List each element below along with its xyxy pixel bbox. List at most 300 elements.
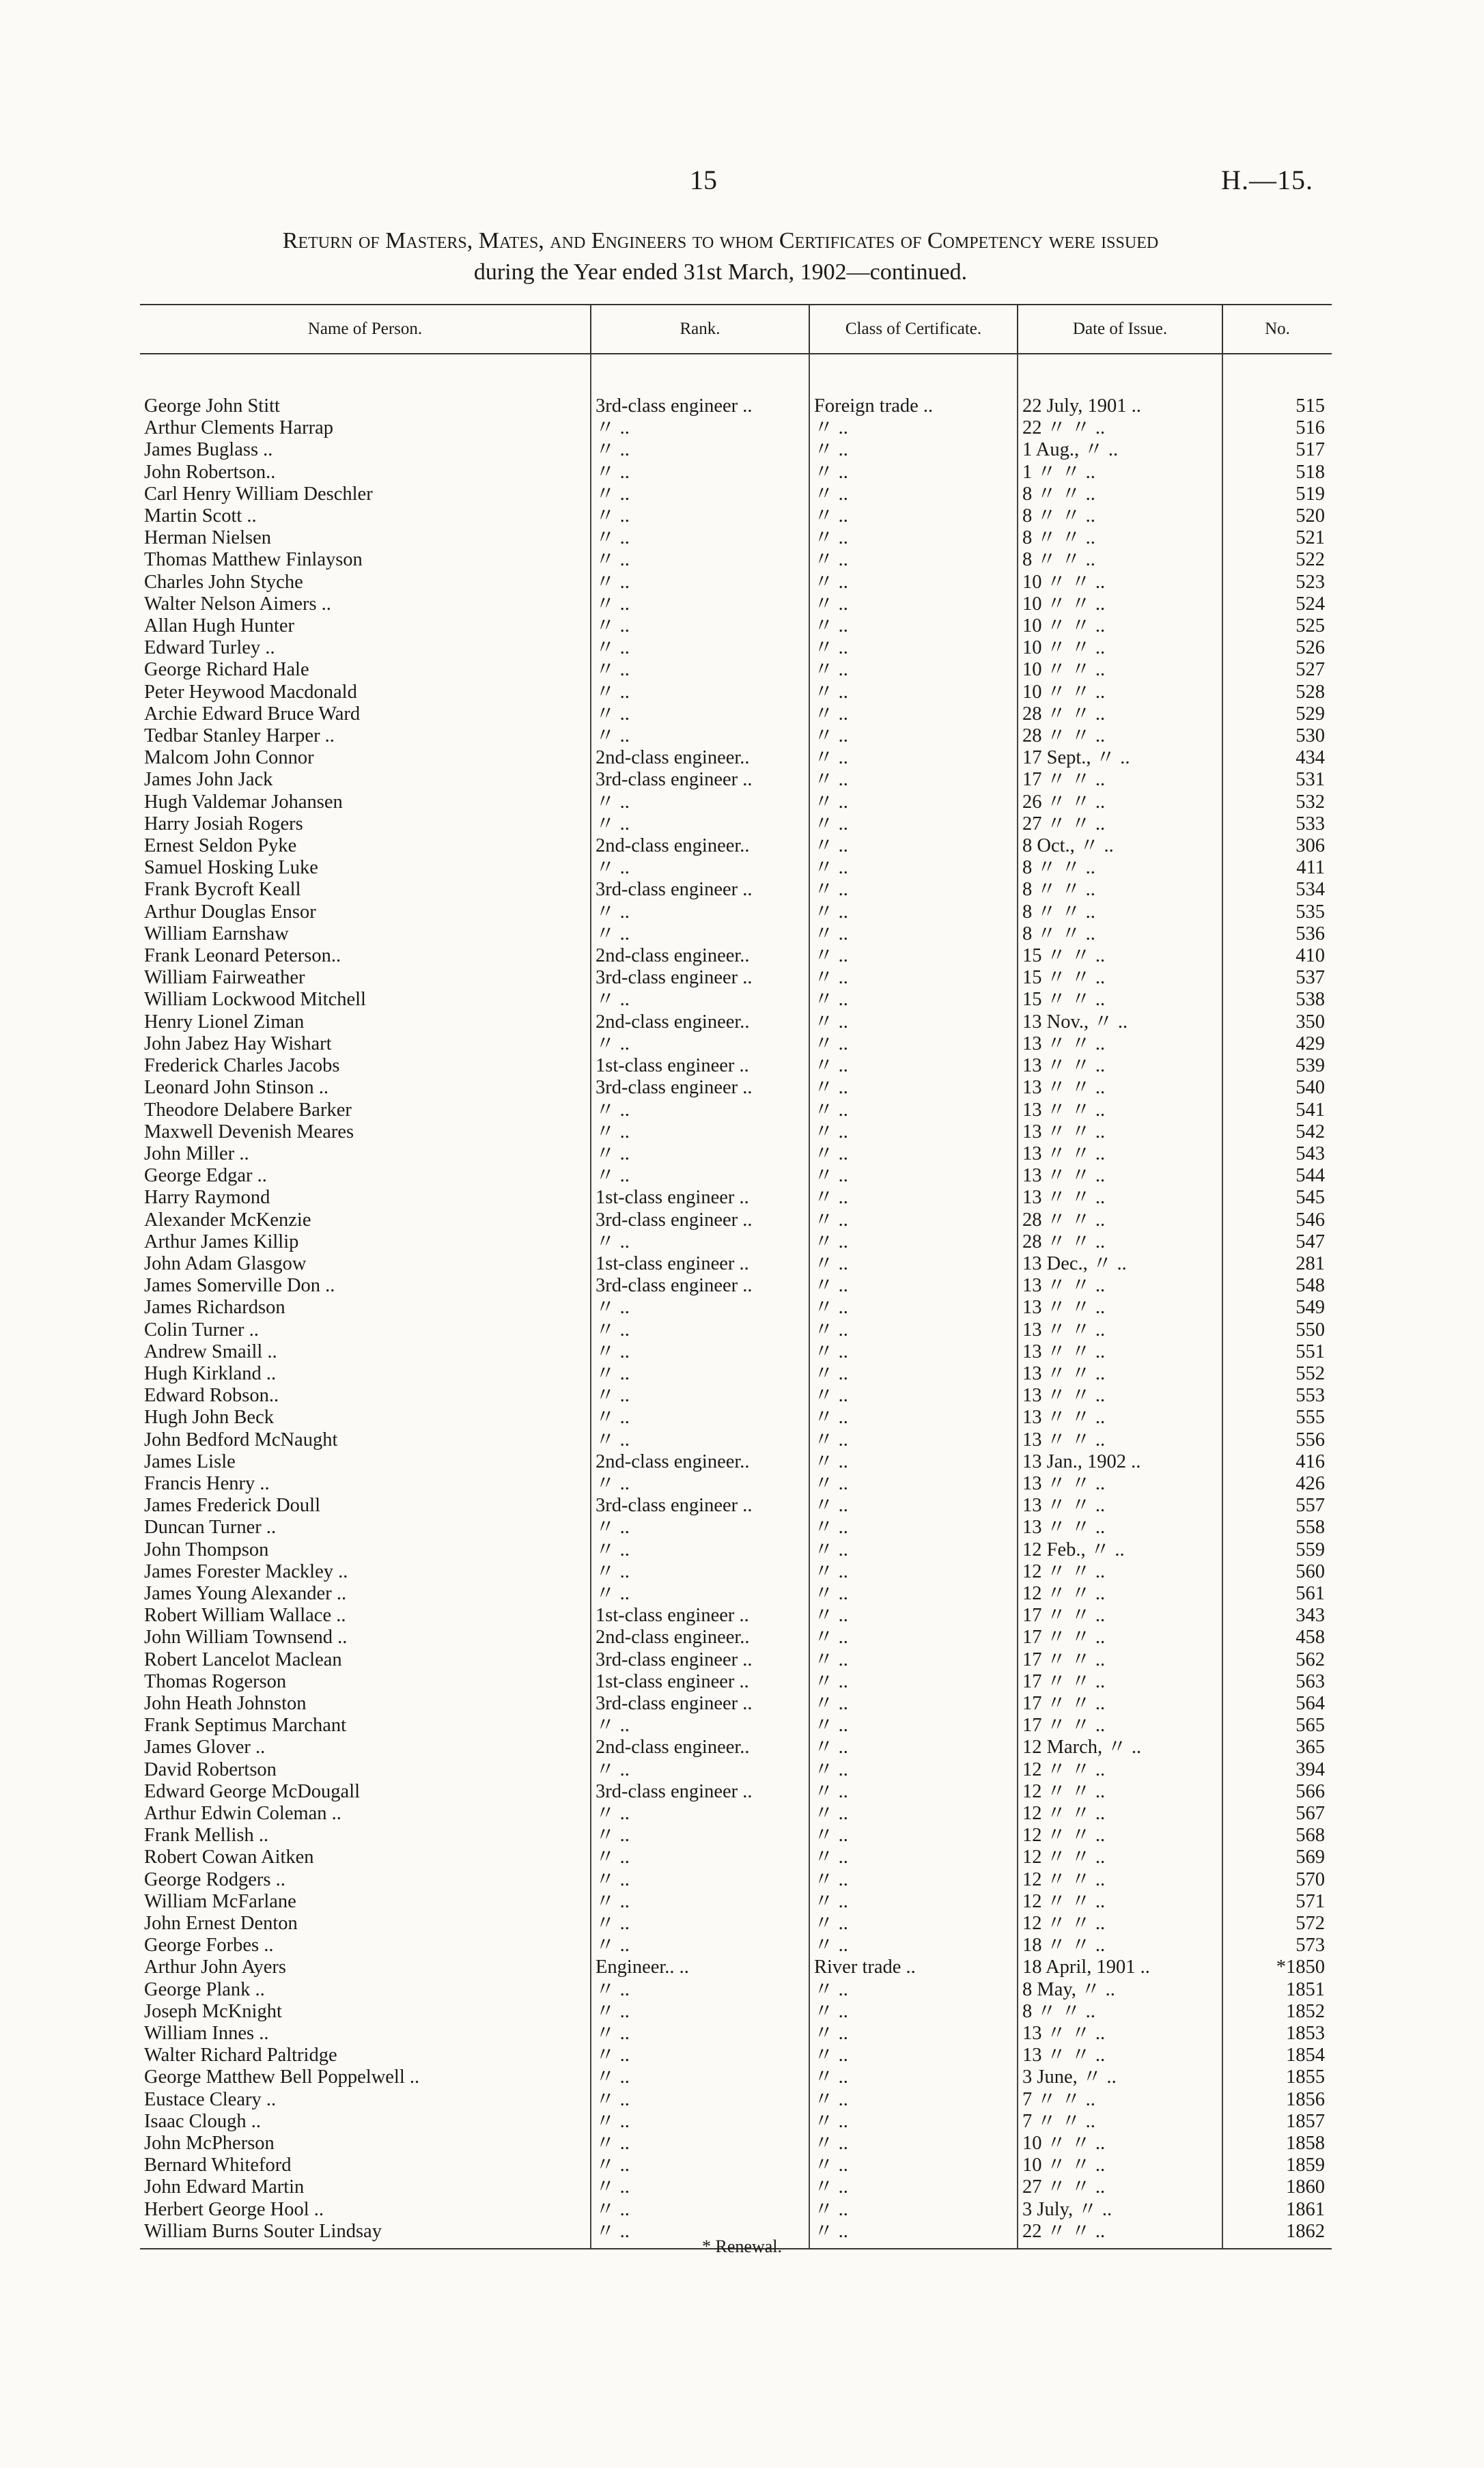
- cell-rank: 3rd-class engineer ..: [591, 1693, 809, 1715]
- cell-date: 13 〃 〃 ..: [1018, 1055, 1222, 1077]
- cell-date: 13 〃 〃 ..: [1018, 2023, 1222, 2045]
- cell-date: 13 Nov., 〃 ..: [1018, 1011, 1222, 1033]
- table-row: [140, 1583, 1332, 1605]
- cell-rank: 〃 ..: [591, 2089, 809, 2111]
- cell-no: 533: [1222, 813, 1332, 835]
- table-row: [140, 1231, 1332, 1253]
- cell-date: 13 〃 〃 ..: [1018, 1341, 1222, 1363]
- cell-name: John McPherson: [144, 2133, 275, 2155]
- table-row: [140, 1825, 1332, 1847]
- cell-no: 561: [1222, 1583, 1332, 1605]
- cell-cls: 〃 ..: [809, 1011, 1018, 1033]
- cell-cls: 〃 ..: [809, 1781, 1018, 1803]
- cell-name: William Fairweather: [144, 967, 305, 989]
- cell-no: 1857: [1222, 2111, 1332, 2133]
- cell-name: Duncan Turner ..: [144, 1517, 277, 1539]
- cell-cls: 〃 ..: [809, 1671, 1018, 1693]
- cell-name: William Lockwood Mitchell: [144, 989, 366, 1011]
- cell-rank: 〃 ..: [591, 1143, 809, 1165]
- cell-no: 568: [1222, 1825, 1332, 1847]
- cell-rank: 2nd-class engineer..: [591, 747, 809, 769]
- cell-rank: 〃 ..: [591, 682, 809, 703]
- cell-no: 1859: [1222, 2155, 1332, 2176]
- cell-cls: 〃 ..: [809, 725, 1018, 747]
- cell-date: 13 〃 〃 ..: [1018, 1121, 1222, 1143]
- cell-cls: 〃 ..: [809, 2221, 1018, 2249]
- cell-name: Peter Heywood Macdonald: [144, 681, 357, 703]
- table-row: [140, 593, 1332, 615]
- cell-date: 8 〃 〃 ..: [1018, 549, 1222, 571]
- cell-rank: 〃 ..: [591, 637, 809, 659]
- cell-cls: 〃 ..: [809, 1209, 1018, 1231]
- cell-rank: 〃 ..: [591, 659, 809, 681]
- cell-name: Harry Josiah Rogers: [144, 813, 303, 835]
- cell-rank: 2nd-class engineer..: [591, 1627, 809, 1649]
- cell-cls: Foreign trade ..: [809, 395, 1018, 417]
- cell-cls: 〃 ..: [809, 813, 1018, 835]
- cell-rank: 〃 ..: [591, 1165, 809, 1187]
- cell-no: 540: [1222, 1077, 1332, 1099]
- cell-rank: 1st-class engineer ..: [591, 1671, 809, 1693]
- cell-name: William Innes ..: [144, 2023, 269, 2045]
- cell-rank: 〃 ..: [591, 1847, 809, 1868]
- column-header-rank: Rank.: [591, 305, 809, 354]
- cell-no: 1854: [1222, 2045, 1332, 2066]
- cell-rank: 3rd-class engineer ..: [591, 1781, 809, 1803]
- cell-rank: 〃 ..: [591, 2066, 809, 2088]
- cell-no: 558: [1222, 1517, 1332, 1539]
- cell-rank: 2nd-class engineer..: [591, 835, 809, 857]
- cell-rank: 〃 ..: [591, 1231, 809, 1253]
- cell-name: Leonard John Stinson ..: [144, 1077, 328, 1099]
- cell-rank: 〃 ..: [591, 1341, 809, 1363]
- cell-no: 553: [1222, 1385, 1332, 1407]
- table-row: [140, 1913, 1332, 1935]
- table-row: [140, 527, 1332, 549]
- cell-rank: 2nd-class engineer..: [591, 1737, 809, 1758]
- cell-no: 551: [1222, 1341, 1332, 1363]
- cell-cls: 〃 ..: [809, 2089, 1018, 2111]
- table-row: [140, 923, 1332, 945]
- cell-name: James Somerville Don ..: [144, 1275, 335, 1297]
- cell-rank: 2nd-class engineer..: [591, 1011, 809, 1033]
- table-row: [140, 901, 1332, 923]
- cell-rank: 〃 ..: [591, 2111, 809, 2133]
- cell-rank: 〃 ..: [591, 527, 809, 549]
- table-row: [140, 1935, 1332, 1957]
- cell-date: 12 〃 〃 ..: [1018, 1561, 1222, 1583]
- cell-no: 546: [1222, 1209, 1332, 1231]
- table-row: [140, 1693, 1332, 1715]
- cell-cls: 〃 ..: [809, 1693, 1018, 1715]
- cell-date: 3 July, 〃 ..: [1018, 2199, 1222, 2221]
- cell-cls: 〃 ..: [809, 1429, 1018, 1451]
- cell-no: 563: [1222, 1671, 1332, 1693]
- cell-rank: 1st-class engineer ..: [591, 1253, 809, 1275]
- cell-name: John Ernest Denton: [144, 1913, 298, 1935]
- cell-cls: 〃 ..: [809, 1517, 1018, 1539]
- cell-rank: 〃 ..: [591, 1473, 809, 1495]
- cell-cls: 〃 ..: [809, 1891, 1018, 1913]
- cell-no: 555: [1222, 1407, 1332, 1429]
- cell-no: 523: [1222, 572, 1332, 593]
- cell-no: 531: [1222, 769, 1332, 791]
- cell-no: 416: [1222, 1451, 1332, 1473]
- cell-cls: 〃 ..: [809, 1033, 1018, 1055]
- cell-cls: 〃 ..: [809, 1715, 1018, 1737]
- cell-name: James Frederick Doull: [144, 1495, 321, 1517]
- cell-date: 17 〃 〃 ..: [1018, 1715, 1222, 1737]
- cell-name: Robert Lancelot Maclean: [144, 1649, 342, 1670]
- cell-date: 13 〃 〃 ..: [1018, 1429, 1222, 1451]
- cell-no: 516: [1222, 417, 1332, 439]
- cell-no: 556: [1222, 1429, 1332, 1451]
- cell-rank: 〃 ..: [591, 2045, 809, 2066]
- cell-rank: 〃 ..: [591, 1891, 809, 1913]
- cell-rank: 1st-class engineer ..: [591, 1605, 809, 1627]
- table-row: [140, 2089, 1332, 2111]
- table-row: [140, 1011, 1332, 1033]
- cell-cls: 〃 ..: [809, 417, 1018, 439]
- cell-rank: 〃 ..: [591, 2023, 809, 2045]
- cell-no: 552: [1222, 1363, 1332, 1385]
- cell-no: 1853: [1222, 2023, 1332, 2045]
- table-row: [140, 1363, 1332, 1385]
- table-row: [140, 1033, 1332, 1055]
- cell-cls: 〃 ..: [809, 1737, 1018, 1758]
- cell-cls: 〃 ..: [809, 1275, 1018, 1297]
- cell-rank: Engineer.. ..: [591, 1957, 809, 1978]
- cell-cls: 〃 ..: [809, 615, 1018, 637]
- cell-name: James Richardson: [144, 1297, 285, 1319]
- cell-date: 22 〃 〃 ..: [1018, 417, 1222, 439]
- cell-cls: 〃 ..: [809, 593, 1018, 615]
- cell-date: 27 〃 〃 ..: [1018, 813, 1222, 835]
- column-header-name: Name of Person.: [140, 305, 591, 354]
- cell-rank: 1st-class engineer ..: [591, 1055, 809, 1077]
- cell-rank: 〃 ..: [591, 615, 809, 637]
- table-row: [140, 1605, 1332, 1627]
- cell-date: 12 〃 〃 ..: [1018, 1583, 1222, 1605]
- cell-no: 570: [1222, 1869, 1332, 1891]
- cell-rank: 3rd-class engineer ..: [591, 879, 809, 901]
- cell-date: 22 July, 1901 ..: [1018, 395, 1222, 417]
- table-row: [140, 1781, 1332, 1803]
- cell-no: 571: [1222, 1891, 1332, 1913]
- cell-no: 281: [1222, 1253, 1332, 1275]
- table-row: [140, 1165, 1332, 1187]
- cell-name: William Burns Souter Lindsay: [140, 2221, 591, 2249]
- cell-date: 17 〃 〃 ..: [1018, 1671, 1222, 1693]
- cell-date: 13 〃 〃 ..: [1018, 1187, 1222, 1209]
- cell-name: Walter Nelson Aimers ..: [144, 593, 331, 615]
- cell-rank: 〃 ..: [591, 2001, 809, 2023]
- cell-cls: 〃 ..: [809, 703, 1018, 725]
- document-title: [137, 225, 1304, 288]
- cell-name: Theodore Delabere Barker: [144, 1099, 352, 1121]
- cell-date: 13 〃 〃 ..: [1018, 1363, 1222, 1385]
- cell-cls: 〃 ..: [809, 659, 1018, 681]
- cell-rank: 〃 ..: [591, 462, 809, 483]
- cell-date: 8 〃 〃 ..: [1018, 2001, 1222, 2023]
- cell-rank: 〃 ..: [591, 1385, 809, 1407]
- table-row: [140, 637, 1332, 659]
- cell-cls: 〃 ..: [809, 2133, 1018, 2155]
- cell-cls: 〃 ..: [809, 1825, 1018, 1847]
- cell-date: 28 〃 〃 ..: [1018, 725, 1222, 747]
- cell-no: 550: [1222, 1319, 1332, 1341]
- table-row: [140, 1297, 1332, 1319]
- cell-name: William McFarlane: [144, 1890, 296, 1912]
- cell-name: Hugh Valdemar Johansen: [144, 791, 343, 813]
- cell-name: William Earnshaw: [144, 923, 289, 944]
- table-row: [140, 2199, 1332, 2221]
- cell-cls: 〃 ..: [809, 747, 1018, 769]
- cell-cls: 〃 ..: [809, 637, 1018, 659]
- table-row: [140, 1517, 1332, 1539]
- cell-no: 572: [1222, 1913, 1332, 1935]
- table-row: [140, 572, 1332, 593]
- table-row: [140, 857, 1332, 879]
- cell-date: 8 〃 〃 ..: [1018, 483, 1222, 505]
- cell-cls: 〃 ..: [809, 2199, 1018, 2221]
- cell-rank: 3rd-class engineer ..: [591, 967, 809, 989]
- cell-name: Hugh Kirkland ..: [144, 1362, 277, 1384]
- cell-name: Frederick Charles Jacobs: [144, 1055, 340, 1077]
- cell-date: 17 Sept., 〃 ..: [1018, 747, 1222, 769]
- cell-date: 13 〃 〃 ..: [1018, 1495, 1222, 1517]
- table-row: [140, 395, 1332, 417]
- cell-name: Isaac Clough ..: [144, 2110, 261, 2132]
- cell-cls: 〃 ..: [809, 2001, 1018, 2023]
- cell-no: 543: [1222, 1143, 1332, 1165]
- cell-no: 306: [1222, 835, 1332, 857]
- cell-name: John Bedford McNaught: [144, 1429, 338, 1450]
- cell-no: 532: [1222, 791, 1332, 813]
- cell-date: 15 〃 〃 ..: [1018, 989, 1222, 1011]
- table-row: [140, 1253, 1332, 1275]
- footnote: * Renewal.: [702, 2236, 782, 2256]
- cell-date: 10 〃 〃 ..: [1018, 2155, 1222, 2176]
- cell-name: Eustace Cleary ..: [144, 2088, 277, 2110]
- cell-name: George Edgar ..: [144, 1165, 267, 1187]
- cell-name: James Glover ..: [144, 1737, 266, 1758]
- table-row: [140, 813, 1332, 835]
- cell-cls: 〃 ..: [809, 1605, 1018, 1627]
- cell-date: 8 〃 〃 ..: [1018, 923, 1222, 945]
- cell-cls: 〃 ..: [809, 1803, 1018, 1825]
- cell-no: 530: [1222, 725, 1332, 747]
- cell-date: 13 〃 〃 ..: [1018, 1385, 1222, 1407]
- table-row: [140, 2066, 1332, 2088]
- cell-date: 13 〃 〃 ..: [1018, 2045, 1222, 2066]
- table-row: [140, 1715, 1332, 1737]
- cell-no: 569: [1222, 1847, 1332, 1868]
- cell-name: Tedbar Stanley Harper ..: [144, 725, 335, 747]
- cell-date: 17 〃 〃 ..: [1018, 769, 1222, 791]
- page-number: 15: [690, 165, 717, 195]
- page-header: [0, 164, 1484, 205]
- table-row: [140, 2176, 1332, 2198]
- cell-rank: 〃 ..: [591, 1561, 809, 1583]
- cell-date: 28 〃 〃 ..: [1018, 703, 1222, 725]
- cell-no: 562: [1222, 1649, 1332, 1671]
- table-row: [140, 2111, 1332, 2133]
- cell-no: 573: [1222, 1935, 1332, 1957]
- table-row: [140, 1099, 1332, 1121]
- cell-name: George Forbes ..: [144, 1935, 274, 1957]
- cell-name: Andrew Smaill ..: [144, 1341, 277, 1362]
- cell-rank: 〃 ..: [591, 439, 809, 461]
- cell-rank: 3rd-class engineer ..: [591, 1209, 809, 1231]
- cell-rank: 〃 ..: [591, 857, 809, 879]
- cell-name: David Robertson: [144, 1758, 277, 1780]
- cell-name: Francis Henry ..: [144, 1472, 270, 1494]
- cell-no: 528: [1222, 682, 1332, 703]
- table-row: [140, 1385, 1332, 1407]
- cell-no: 519: [1222, 483, 1332, 505]
- cell-no: 535: [1222, 901, 1332, 923]
- cell-cls: 〃 ..: [809, 483, 1018, 505]
- cell-rank: 〃 ..: [591, 1363, 809, 1385]
- cell-rank: 3rd-class engineer ..: [591, 1495, 809, 1517]
- cell-date: 12 〃 〃 ..: [1018, 1759, 1222, 1781]
- certificates-table: [140, 304, 1332, 2249]
- cell-no: 515: [1222, 395, 1332, 417]
- cell-date: 17 〃 〃 ..: [1018, 1693, 1222, 1715]
- cell-name: Colin Turner ..: [144, 1319, 259, 1341]
- cell-no: 537: [1222, 967, 1332, 989]
- cell-name: George Rodgers ..: [144, 1868, 285, 1890]
- table-row: [140, 791, 1332, 813]
- cell-no: 526: [1222, 637, 1332, 659]
- cell-no: 566: [1222, 1781, 1332, 1803]
- table-body: [140, 354, 1332, 2249]
- cell-name: Arthur Clements Harrap: [144, 417, 333, 439]
- cell-name: Walter Richard Paltridge: [144, 2045, 337, 2066]
- table-row: [140, 1649, 1332, 1671]
- table-row: [140, 989, 1332, 1011]
- table-row: [140, 1187, 1332, 1209]
- cell-date: 27 〃 〃 ..: [1018, 2176, 1222, 2198]
- table-row: [140, 835, 1332, 857]
- cell-rank: 2nd-class engineer..: [591, 945, 809, 967]
- cell-no: 524: [1222, 593, 1332, 615]
- cell-name: Thomas Rogerson: [144, 1670, 287, 1692]
- cell-no: 517: [1222, 439, 1332, 461]
- cell-rank: 1st-class engineer ..: [591, 1187, 809, 1209]
- table-row: [140, 1957, 1332, 1978]
- table-row: [140, 769, 1332, 791]
- cell-date: 15 〃 〃 ..: [1018, 945, 1222, 967]
- cell-cls: 〃 ..: [809, 1099, 1018, 1121]
- cell-date: 18 April, 1901 ..: [1018, 1957, 1222, 1978]
- table-row: [140, 967, 1332, 989]
- cell-name: Joseph McKnight: [144, 2000, 282, 2022]
- table-row: [140, 1055, 1332, 1077]
- cell-date: 10 〃 〃 ..: [1018, 2133, 1222, 2155]
- cell-date: 8 〃 〃 ..: [1018, 857, 1222, 879]
- table-row: [140, 1891, 1332, 1913]
- cell-rank: 〃 ..: [591, 2155, 809, 2176]
- cell-no: 542: [1222, 1121, 1332, 1143]
- cell-date: 12 〃 〃 ..: [1018, 1913, 1222, 1935]
- cell-no: 1856: [1222, 2089, 1332, 2111]
- cell-no: 525: [1222, 615, 1332, 637]
- cell-no: 1860: [1222, 2176, 1332, 2198]
- cell-cls: 〃 ..: [809, 1341, 1018, 1363]
- cell-date: 7 〃 〃 ..: [1018, 2111, 1222, 2133]
- cell-cls: 〃 ..: [809, 835, 1018, 857]
- cell-no: 1861: [1222, 2199, 1332, 2221]
- table-row: [140, 682, 1332, 703]
- cell-date: 12 〃 〃 ..: [1018, 1825, 1222, 1847]
- cell-name: John Miller ..: [144, 1142, 249, 1164]
- cell-date: 13 〃 〃 ..: [1018, 1319, 1222, 1341]
- cell-date: 8 May, 〃 ..: [1018, 1979, 1222, 2001]
- cell-cls: 〃 ..: [809, 1979, 1018, 2001]
- cell-cls: 〃 ..: [809, 1869, 1018, 1891]
- table-row: [140, 615, 1332, 637]
- cell-name: George Plank ..: [144, 1978, 265, 2000]
- cell-cls: 〃 ..: [809, 1231, 1018, 1253]
- table-row: [140, 1077, 1332, 1099]
- cell-rank: 〃 ..: [591, 593, 809, 615]
- cell-name: James Buglass ..: [144, 439, 273, 461]
- cell-rank: 〃 ..: [591, 1583, 809, 1605]
- cell-cls: 〃 ..: [809, 439, 1018, 461]
- cell-rank: 〃 ..: [591, 505, 809, 527]
- cell-rank: 〃 ..: [591, 1825, 809, 1847]
- cell-cls: 〃 ..: [809, 549, 1018, 571]
- cell-rank: 〃 ..: [591, 1033, 809, 1055]
- cell-cls: 〃 ..: [809, 682, 1018, 703]
- table-row: [140, 1473, 1332, 1495]
- cell-name: Ernest Seldon Pyke: [144, 835, 297, 857]
- cell-cls: 〃 ..: [809, 989, 1018, 1011]
- cell-no: 547: [1222, 1231, 1332, 1253]
- cell-cls: 〃 ..: [809, 1165, 1018, 1187]
- cell-cls: 〃 ..: [809, 791, 1018, 813]
- cell-rank: 〃 ..: [591, 572, 809, 593]
- cell-date: 12 〃 〃 ..: [1018, 1781, 1222, 1803]
- cell-date: 1 〃 〃 ..: [1018, 462, 1222, 483]
- cell-name: Hugh John Beck: [144, 1407, 274, 1429]
- cell-cls: 〃 ..: [809, 1847, 1018, 1868]
- cell-cls: 〃 ..: [809, 1473, 1018, 1495]
- cell-no: 365: [1222, 1737, 1332, 1758]
- cell-no: 564: [1222, 1693, 1332, 1715]
- cell-date: 12 March, 〃 ..: [1018, 1737, 1222, 1758]
- cell-rank: 〃 ..: [591, 1759, 809, 1781]
- cell-no: 426: [1222, 1473, 1332, 1495]
- cell-name: Samuel Hosking Luke: [144, 857, 318, 879]
- cell-rank: 〃 ..: [591, 901, 809, 923]
- cell-name: Charles John Styche: [144, 571, 303, 593]
- cell-no: 458: [1222, 1627, 1332, 1649]
- cell-no: 529: [1222, 703, 1332, 725]
- cell-name: Herman Nielsen: [144, 527, 271, 549]
- cell-date: 13 〃 〃 ..: [1018, 1165, 1222, 1187]
- cell-date: 13 Jan., 1902 ..: [1018, 1451, 1222, 1473]
- cell-no: 549: [1222, 1297, 1332, 1319]
- cell-date: 10 〃 〃 ..: [1018, 593, 1222, 615]
- cell-name: Bernard Whiteford: [144, 2155, 292, 2176]
- cell-name: James Young Alexander ..: [144, 1582, 347, 1604]
- cell-rank: 2nd-class engineer..: [591, 1451, 809, 1473]
- cell-rank: 〃 ..: [591, 1979, 809, 2001]
- cell-cls: 〃 ..: [809, 2176, 1018, 2198]
